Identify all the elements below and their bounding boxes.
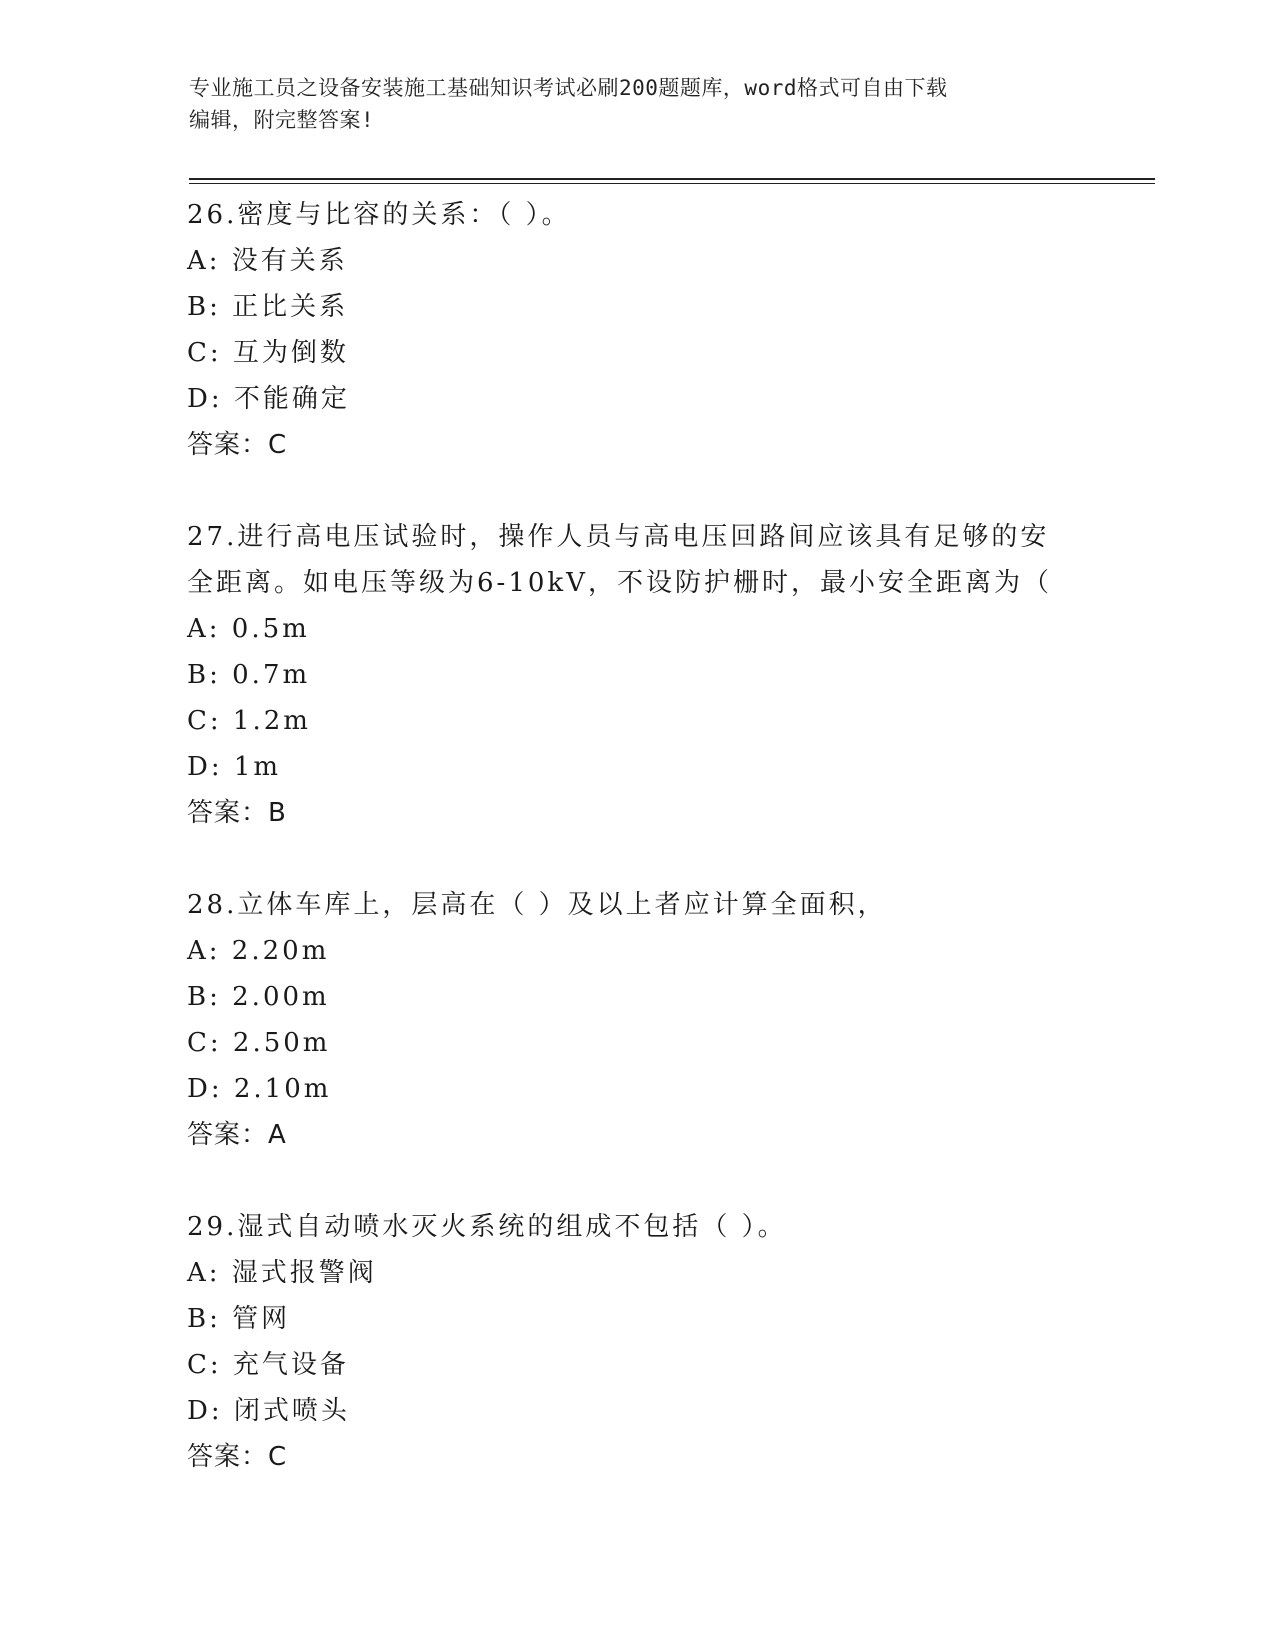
answer-label: 答案：C: [187, 1442, 288, 1472]
question-stem: 29.湿式自动喷水灭火系统的组成不包括（ ）。: [187, 1212, 787, 1242]
option-c: C: 互为倒数: [187, 338, 349, 368]
option-d: D: 1m: [187, 752, 282, 782]
question-26: [187, 192, 1087, 468]
option-a: A: 没有关系: [187, 246, 348, 276]
answer-label: 答案：B: [187, 798, 287, 828]
question-stem: 27.进行高电压试验时，操作人员与高电压回路间应该具有足够的安全距离。如电压等级为6-10kV，不设防护栅时，最小安全距离为（: [187, 522, 1052, 598]
option-d: D: 不能确定: [187, 384, 350, 414]
option-b: B: 2.00m: [187, 982, 330, 1012]
header-title-line-2: 编辑，附完整答案!: [189, 108, 375, 132]
question-29: [187, 1204, 1087, 1480]
question-list: [187, 192, 1087, 1526]
header-title-line-1: 专业施工员之设备安装施工基础知识考试必刷200题题库，word格式可自由下载: [189, 76, 948, 100]
question-stem: 26.密度与比容的关系：（ ）。: [187, 200, 571, 230]
option-a: A: 2.20m: [187, 936, 330, 966]
option-b: B: 管网: [187, 1304, 291, 1334]
option-a: A: 0.5m: [187, 614, 310, 644]
answer-label: 答案：C: [187, 430, 288, 460]
option-c: C: 充气设备: [187, 1350, 349, 1380]
option-b: B: 正比关系: [187, 292, 349, 322]
option-d: D: 闭式喷头: [187, 1396, 350, 1426]
document-header: [189, 72, 1089, 136]
option-d: D: 2.10m: [187, 1074, 332, 1104]
option-a: A: 湿式报警阀: [187, 1258, 377, 1288]
option-c: C: 2.50m: [187, 1028, 331, 1058]
question-27: [187, 514, 1087, 836]
question-28: [187, 882, 1087, 1158]
option-c: C: 1.2m: [187, 706, 311, 736]
answer-label: 答案：A: [187, 1120, 287, 1150]
header-divider-thick: [189, 178, 1155, 180]
question-stem: 28.立体车库上，层高在（ ）及以上者应计算全面积，: [187, 890, 887, 920]
header-divider-thin: [189, 183, 1155, 184]
option-b: B: 0.7m: [187, 660, 311, 690]
